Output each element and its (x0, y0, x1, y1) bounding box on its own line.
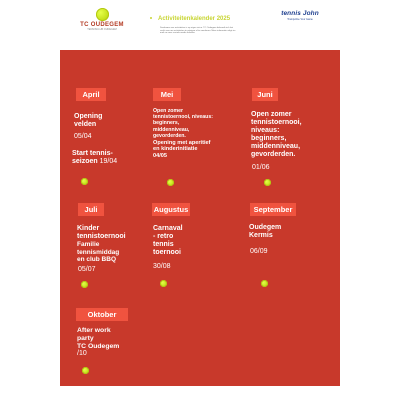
header-note: Deelname aan activiteiten is op eigen risico. TC Oudegem behoudt zich het recht voor om activiteiten te wijzigen of te annuleren. Meer informatie volgt via mail en onze sociale media kanalen. (160, 27, 236, 35)
tennis-ball-icon (261, 280, 268, 287)
calendar-panel (60, 50, 340, 386)
month-tag-oktober: Oktober (76, 308, 128, 321)
tennis-ball-icon (81, 281, 88, 288)
event-september: Oudegem Kermis (249, 224, 282, 239)
event-oktober: After work party TC Oudegem (77, 327, 120, 350)
event-augustus: Carnaval - retro tennis toernooi (153, 225, 183, 256)
tennis-ball-icon (81, 178, 88, 185)
month-tag-mei: Mei (153, 88, 181, 101)
month-tag-juni: Juni (252, 88, 278, 101)
bullet-icon (150, 17, 152, 19)
date-september: 06/09 (250, 248, 268, 255)
month-tag-augustus: Augustus (153, 205, 189, 214)
tennis-ball-icon (167, 179, 174, 186)
tennis-ball-icon (264, 179, 271, 186)
tennis-ball-icon (96, 8, 109, 21)
page-title (150, 16, 230, 22)
event-juli-2: Familie tennismiddag en club BBQ (77, 241, 120, 263)
event-mei-1: Open zomer tennistoernooi, niveaus: beginners, middenniveau, gevorderden. (153, 108, 213, 139)
date-oktober: /10 (77, 350, 87, 357)
event-april-1: Opening velden (74, 113, 103, 128)
club-logo (80, 8, 124, 31)
month-tag-april: April (76, 88, 106, 101)
event-mei-2: Opening met aperitief en kinderinitiatie 04/05 (153, 140, 211, 159)
date-augustus: 30/08 (153, 263, 171, 270)
date-juli: 05/07 (78, 266, 96, 273)
sponsor-logo (277, 10, 323, 21)
sponsor-tagline: Trampoline Your Game (287, 18, 313, 21)
month-tag-juli: Juli (78, 203, 104, 216)
date-april-1: 05/04 (74, 133, 92, 140)
month-tag-september: September (250, 203, 296, 216)
date-mei: 04/05 (153, 152, 167, 159)
club-tagline: TENNISCLUB OUDEGEM (87, 28, 117, 31)
page-title-text: Activiteitenkalender 2025 (158, 16, 231, 22)
page-header (0, 0, 400, 44)
tennis-ball-icon (160, 280, 167, 287)
club-name: TC OUDEGEM (80, 22, 124, 28)
event-juni: Open zomer tennistoernooi, niveaus: beginners, middenniveau, gevorderden. (251, 111, 302, 158)
tennis-ball-icon (82, 367, 89, 374)
sponsor-name: tennis John (281, 10, 319, 17)
date-juni: 01/06 (252, 164, 270, 171)
event-juli-1: Kinder tennistoernooi (77, 225, 126, 240)
event-april-2: Start tennis- seizoen 19/04 (72, 150, 118, 165)
